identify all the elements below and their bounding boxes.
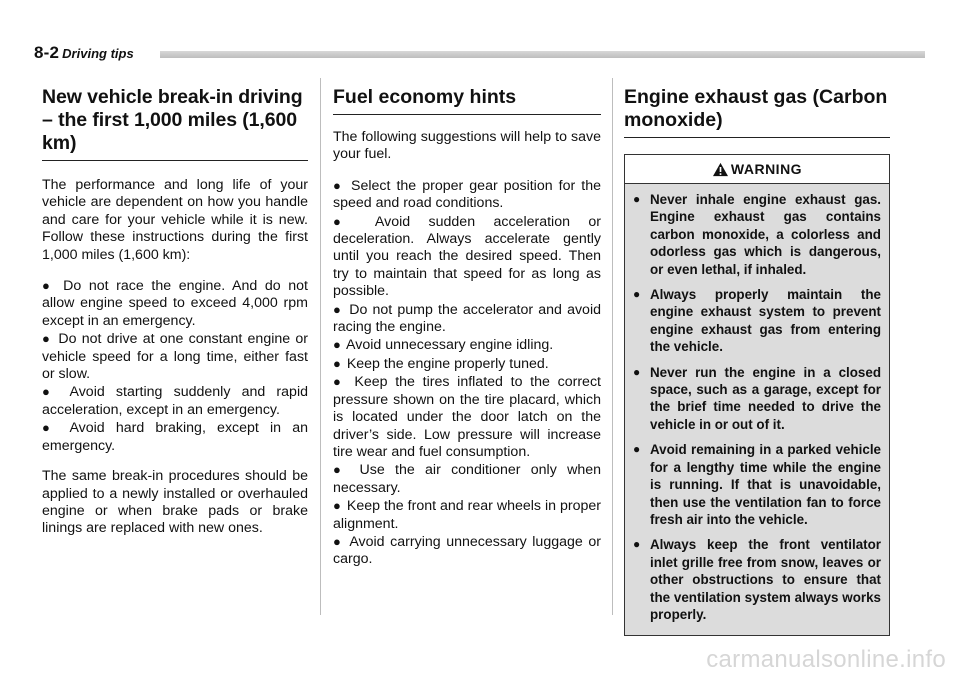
bullet-text: Avoid carrying unnecessary luggage or cargo.	[333, 533, 601, 568]
column-exhaust-gas	[624, 86, 890, 636]
warning-text: Always properly maintain the engine exhaust system to prevent engine exhaust gas from entering the vehicle.	[650, 287, 881, 355]
bullet-text: Keep the front and rear wheels in proper alignment.	[333, 498, 601, 532]
bullet-text: Avoid hard braking, except in an emergency.	[42, 420, 308, 454]
bullet-dot-icon: ●	[633, 364, 641, 379]
warning-text: Always keep the front ventilator inlet grille free from snow, leaves or other obstructions to ensure that the ventilation system always works properly.	[650, 537, 881, 622]
section-title: Driving tips	[62, 46, 134, 61]
bullet-dot-icon: ●	[333, 498, 341, 514]
column-divider	[320, 78, 321, 615]
bullet-dot-icon: ●	[42, 420, 58, 436]
bullet-item	[333, 355, 601, 373]
bullet-item	[42, 383, 308, 419]
bullet-dot-icon: ●	[333, 374, 345, 390]
bullet-dot-icon: ●	[333, 213, 356, 229]
bullet-dot-icon: ●	[633, 537, 641, 552]
warning-header	[625, 155, 889, 184]
warning-title: WARNING	[730, 161, 803, 177]
page-number: 8-2	[34, 43, 60, 62]
bullet-dot-icon: ●	[333, 177, 343, 193]
break-in-intro: The performance and long life of your vehicle are dependent on how you handle and care for your vehicle while it is new. Follow these instructions during the first 1,000 miles (1,600 km):	[42, 177, 308, 263]
bullet-text: Keep the engine properly tuned.	[346, 355, 549, 372]
bullet-dot-icon: ●	[42, 331, 52, 347]
bullet-text: Do not pump the accelerator and avoid racing the engine.	[333, 301, 601, 336]
break-in-bullet-list	[42, 277, 308, 455]
bullet-dot-icon: ●	[633, 442, 641, 457]
column-divider	[612, 78, 613, 615]
bullet-item	[333, 533, 601, 569]
bullet-item	[42, 330, 308, 383]
fuel-economy-body	[333, 129, 601, 569]
bullet-item	[333, 177, 601, 213]
bullet-item	[333, 336, 601, 354]
bullet-dot-icon: ●	[333, 301, 343, 317]
bullet-item	[42, 277, 308, 330]
bullet-dot-icon: ●	[333, 533, 343, 549]
watermark: carmanualsonline.info	[706, 646, 946, 673]
bullet-text: Avoid unnecessary engine idling.	[346, 337, 554, 354]
heading-exhaust-gas: Engine exhaust gas (Carbon monoxide)	[624, 86, 890, 138]
page-header	[34, 43, 134, 63]
bullet-dot-icon: ●	[42, 384, 58, 400]
warning-list	[625, 184, 889, 635]
warning-text: Never inhale engine exhaust gas. Engine exhaust gas contains carbon monoxide, a colorless and odorless gas which is dangerous, or even lethal, if inhaled.	[650, 192, 881, 277]
bullet-text: Select the proper gear position for the speed and road conditions.	[333, 177, 601, 212]
column-break-in	[42, 86, 308, 551]
bullet-item	[333, 373, 601, 461]
bullet-text: Do not race the engine. And do not allow engine speed to exceed 4,000 rpm except in an emergency.	[42, 278, 308, 329]
bullet-item	[333, 461, 601, 497]
warning-box	[624, 154, 890, 636]
warning-item	[633, 441, 881, 528]
warning-item	[633, 286, 881, 356]
bullet-item	[333, 301, 601, 337]
bullet-text: Avoid starting suddenly and rapid acceleration, except in an emergency.	[42, 384, 308, 418]
bullet-dot-icon: ●	[333, 355, 341, 371]
heading-break-in: New vehicle break-in driving – the first 1,000 miles (1,600 km)	[42, 86, 308, 161]
bullet-text: Do not drive at one constant engine or vehicle speed for a long time, either fast or slow.	[42, 331, 308, 383]
bullet-dot-icon: ●	[333, 462, 348, 478]
bullet-dot-icon: ●	[633, 192, 641, 206]
warning-text: Avoid remaining in a parked vehicle for a lengthy time while the engine is running. If that is unavoidable, then use the ventilation fan to force fresh air into the vehicle.	[650, 442, 881, 527]
heading-fuel-economy: Fuel economy hints	[333, 86, 601, 115]
bullet-dot-icon: ●	[42, 278, 54, 294]
break-in-body	[42, 177, 308, 538]
column-fuel-economy	[333, 86, 601, 582]
bullet-item	[333, 213, 601, 301]
header-rule	[160, 51, 925, 58]
warning-item	[633, 364, 881, 434]
fuel-economy-bullet-list	[333, 177, 601, 569]
bullet-text: Avoid sudden acceleration or deceleration. Always accelerate gently until you reach the desired speed. Then try to maintain that speed for as long as possible.	[333, 213, 601, 300]
bullet-text: Keep the tires inflated to the correct pressure shown on the tire placard, which is located under the door latch on the driver’s side. Low pressure will increase tire wear and fuel consumption.	[333, 374, 601, 460]
fuel-economy-intro: The following suggestions will help to save your fuel.	[333, 129, 601, 163]
break-in-closing: The same break-in procedures should be applied to a newly installed or overhauled engine or when brake pads or brake linings are replaced with new ones.	[42, 468, 308, 537]
warning-item	[633, 191, 881, 278]
bullet-dot-icon: ●	[633, 287, 641, 302]
warning-triangle-icon	[712, 162, 729, 177]
bullet-item	[333, 497, 601, 533]
bullet-item	[42, 419, 308, 455]
bullet-dot-icon: ●	[333, 337, 341, 353]
warning-item	[633, 536, 881, 623]
warning-text: Never run the engine in a closed space, such as a garage, except for the brief time needed to drive the vehicle in or out of it.	[650, 364, 881, 432]
bullet-text: Use the air conditioner only when necessary.	[333, 462, 601, 496]
